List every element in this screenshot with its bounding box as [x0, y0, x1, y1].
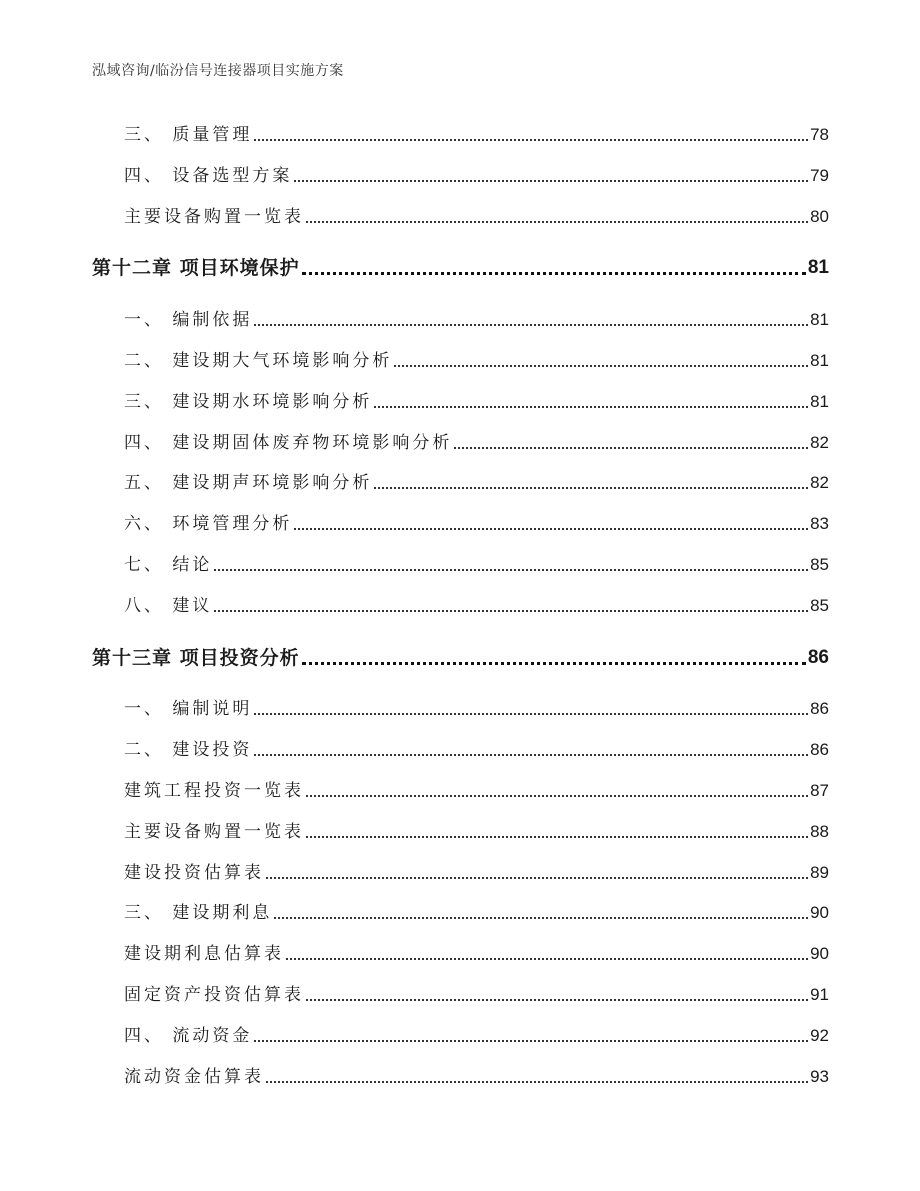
toc-entry-page: 92 — [810, 1026, 829, 1045]
toc-entry-title: 主要设备购置一览表 — [124, 207, 304, 227]
toc-dot-leader — [302, 662, 806, 665]
toc-entry-title: 一、 编制说明 — [124, 699, 253, 719]
toc-entry-title: 主要设备购置一览表 — [124, 822, 304, 842]
toc-dot-leader — [254, 1040, 808, 1042]
toc-entry[interactable] — [124, 595, 829, 617]
toc-dot-leader — [254, 139, 808, 141]
toc-entry-page: 85 — [810, 596, 829, 615]
toc-dot-leader — [274, 917, 808, 919]
toc-entry-page: 86 — [810, 699, 829, 718]
toc-entry[interactable] — [124, 821, 829, 843]
toc-entry-page: 90 — [810, 944, 829, 963]
toc-dot-leader — [254, 713, 808, 715]
toc-entry-title: 三、 建设期水环境影响分析 — [124, 392, 373, 412]
toc-entry[interactable] — [124, 902, 829, 924]
toc-entry-title: 五、 建设期声环境影响分析 — [124, 473, 373, 493]
toc-entry-title: 一、 编制依据 — [124, 310, 253, 330]
toc-entry[interactable] — [124, 124, 829, 146]
toc-chapter-title: 第十三章 项目投资分析 — [92, 647, 300, 669]
toc-dot-leader — [302, 272, 806, 275]
toc-entry-title: 固定资产投资估算表 — [124, 985, 304, 1005]
toc-dot-leader — [286, 958, 808, 960]
toc-dot-leader — [306, 221, 808, 223]
toc-entry-title: 三、 建设期利息 — [124, 903, 273, 923]
toc-entry-title: 二、 建设期大气环境影响分析 — [124, 351, 393, 371]
toc-entry-page: 88 — [810, 822, 829, 841]
toc-entry[interactable] — [124, 554, 829, 576]
toc-entry[interactable] — [124, 780, 829, 802]
toc-chapter-page: 86 — [807, 647, 829, 668]
toc-entry[interactable] — [124, 1066, 829, 1088]
toc-entry-page: 85 — [810, 555, 829, 574]
toc-entry-title: 二、 建设投资 — [124, 740, 253, 760]
toc-entry-title: 六、 环境管理分析 — [124, 514, 293, 534]
toc-entry-title: 建设投资估算表 — [124, 863, 264, 883]
toc-entry[interactable] — [124, 432, 829, 454]
toc-chapter-title: 第十二章 项目环境保护 — [92, 257, 300, 279]
page-header: 泓域咨询/临汾信号连接器项目实施方案 — [92, 63, 344, 79]
toc-dot-leader — [214, 610, 808, 612]
toc-dot-leader — [294, 180, 808, 182]
toc-chapter-entry[interactable] — [92, 255, 829, 281]
toc-entry[interactable] — [124, 472, 829, 494]
toc-entry-page: 80 — [810, 207, 829, 226]
toc-entry[interactable] — [124, 1025, 829, 1047]
toc-entry-page: 81 — [810, 351, 829, 370]
toc-chapter-page: 81 — [807, 257, 829, 278]
toc-dot-leader — [294, 528, 808, 530]
toc-dot-leader — [266, 1081, 808, 1083]
toc-entry-page: 90 — [810, 903, 829, 922]
toc-dot-leader — [254, 754, 808, 756]
toc-entry[interactable] — [124, 739, 829, 761]
toc-dot-leader — [306, 999, 808, 1001]
toc-entry[interactable] — [124, 943, 829, 965]
toc-dot-leader — [374, 487, 808, 489]
toc-entry[interactable] — [124, 391, 829, 413]
toc-entry[interactable] — [124, 698, 829, 720]
toc-entry[interactable] — [124, 165, 829, 187]
toc-dot-leader — [374, 406, 808, 408]
toc-entry-page: 83 — [810, 514, 829, 533]
toc-entry-title: 四、 流动资金 — [124, 1026, 253, 1046]
toc-entry-title: 三、 质量管理 — [124, 125, 253, 145]
toc-dot-leader — [394, 365, 808, 367]
toc-entry-page: 79 — [810, 166, 829, 185]
toc-chapter-entry[interactable] — [92, 645, 829, 671]
toc-entry-page: 81 — [810, 310, 829, 329]
toc-entry-page: 81 — [810, 392, 829, 411]
toc-entry[interactable] — [124, 862, 829, 884]
toc-entry-page: 78 — [810, 125, 829, 144]
toc-entry-title: 七、 结论 — [124, 555, 213, 575]
toc-entry-page: 86 — [810, 740, 829, 759]
toc-dot-leader — [254, 324, 808, 326]
toc-entry-page: 89 — [810, 863, 829, 882]
toc-entry-title: 建筑工程投资一览表 — [124, 781, 304, 801]
toc-entry[interactable] — [124, 350, 829, 372]
toc-entry-title: 八、 建议 — [124, 596, 213, 616]
toc-dot-leader — [214, 569, 808, 571]
toc-entry[interactable] — [124, 206, 829, 228]
toc-entry-page: 82 — [810, 433, 829, 452]
toc-entry-title: 建设期利息估算表 — [124, 944, 284, 964]
toc-entry-page: 82 — [810, 473, 829, 492]
toc-dot-leader — [266, 877, 808, 879]
toc-entry-page: 91 — [810, 985, 829, 1004]
toc-entry-page: 87 — [810, 781, 829, 800]
toc-entry-title: 四、 设备选型方案 — [124, 166, 293, 186]
toc-entry-page: 93 — [810, 1067, 829, 1086]
toc-entry[interactable] — [124, 309, 829, 331]
toc-entry-title: 四、 建设期固体废弃物环境影响分析 — [124, 433, 453, 453]
toc-dot-leader — [454, 447, 808, 449]
toc-dot-leader — [306, 795, 808, 797]
toc-dot-leader — [306, 836, 808, 838]
toc-entry[interactable] — [124, 984, 829, 1006]
toc-entry[interactable] — [124, 513, 829, 535]
toc-entry-title: 流动资金估算表 — [124, 1067, 264, 1087]
